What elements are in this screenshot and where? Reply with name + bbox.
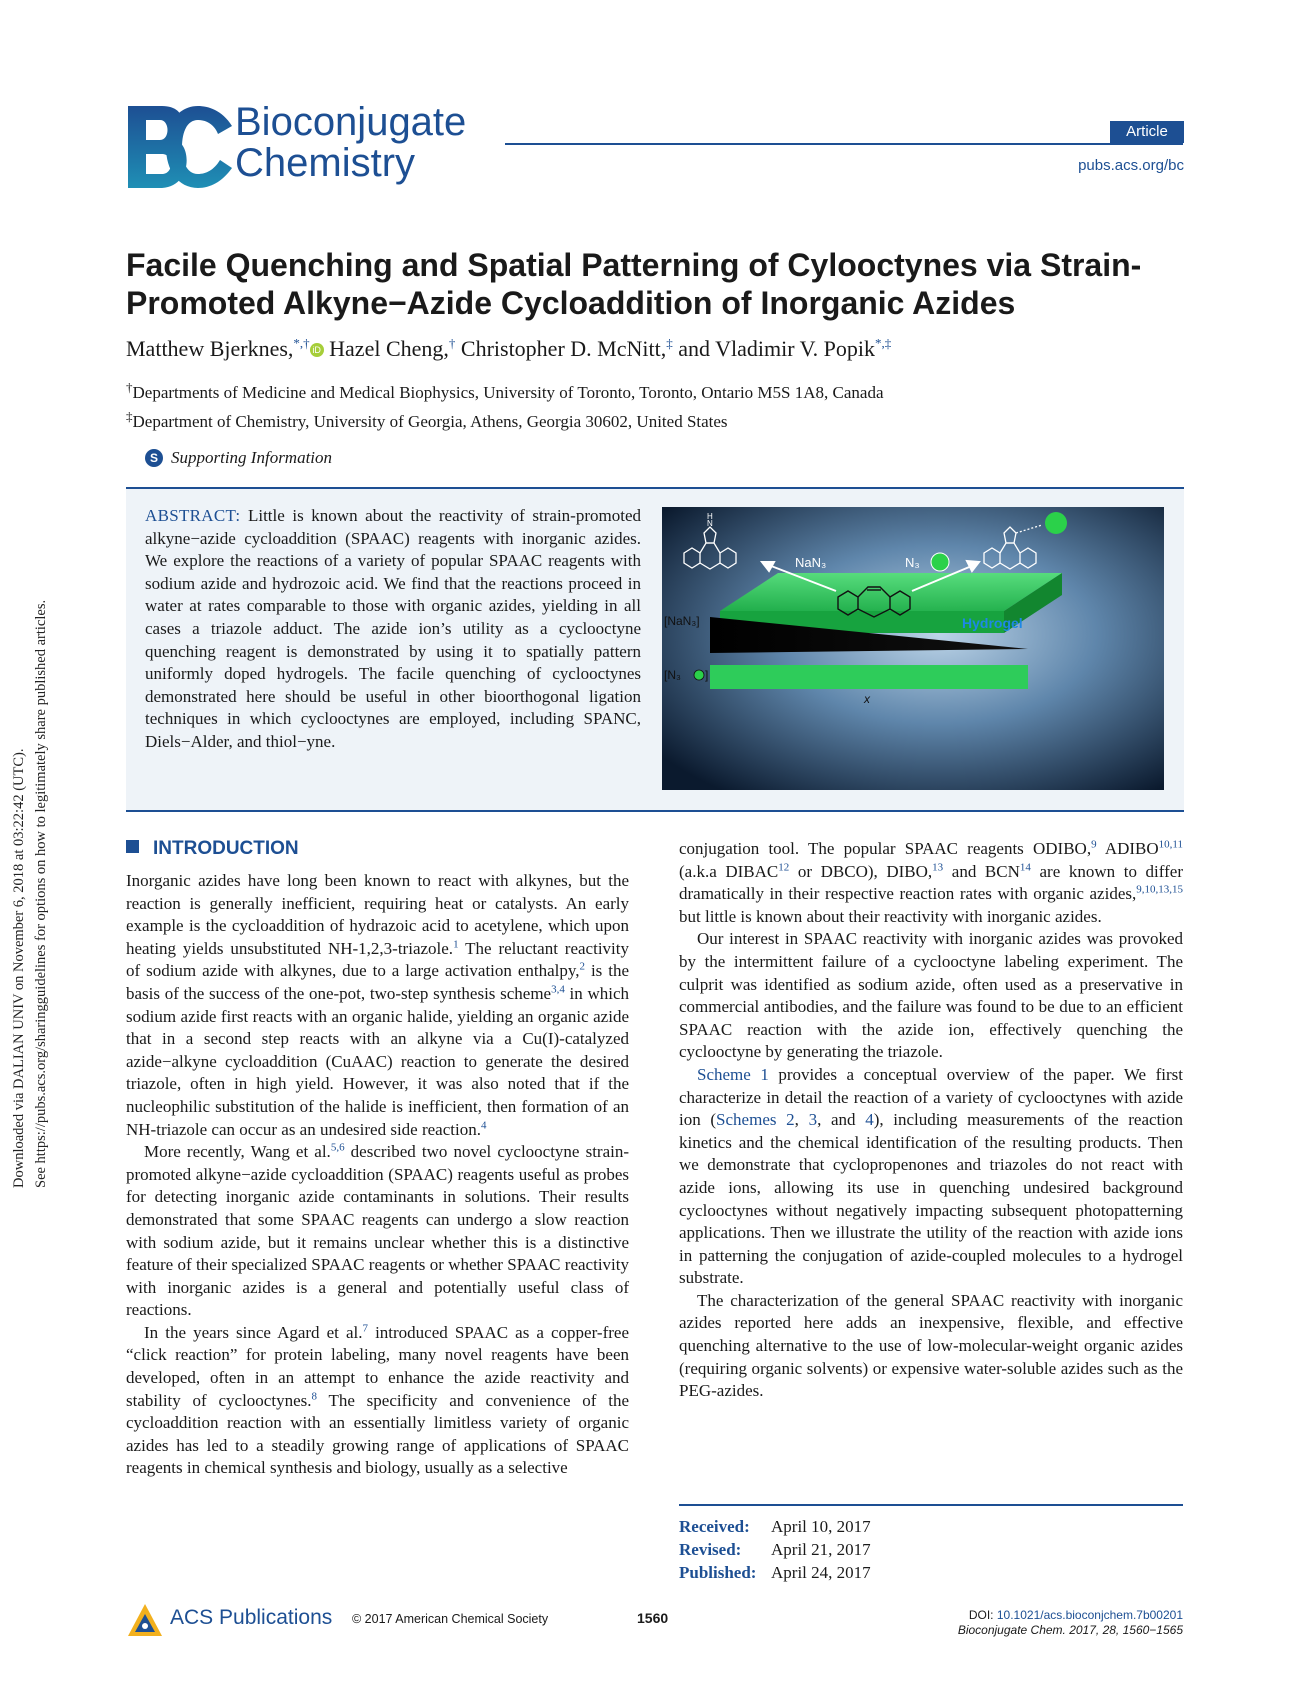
fluorophore-dot (931, 553, 949, 571)
text-run: The specificity and convenience of the cycloaddition reaction with an essentially limitless variety of organic azides has led to a steadily growing range of applications of SPAAC reagents in chemical synthesis and biology, usually as a selective (126, 1390, 629, 1478)
orcid-icon[interactable]: iD (310, 343, 324, 357)
x-axis-label: x (864, 692, 870, 706)
paragraph: Our interest in SPAAC reactivity with inorganic azides was provoked by the intermittent failure of a cyclooctyne labeling experiment. The culprit was identified as sodium azide, often used as a preservative in commercial antibodies, and the failure was found to be due to an efficient SPAAC reaction with the azide ion, effectively quenching the cyclooctyne by generating the triazole. (679, 929, 1183, 1062)
n3-label: N₃ (905, 555, 920, 570)
reference-link[interactable]: 5,6 (330, 1141, 345, 1154)
conjugated-fluorophore-dot (1045, 512, 1067, 534)
nan3-concentration-label: [NaN₃] (664, 614, 700, 628)
affiliation-text: Departments of Medicine and Medical Biophysics, University of Toronto, Toronto, Ontario M5S 1A8, Canada (132, 383, 884, 402)
paragraph (126, 870, 629, 1141)
text-run: The reluctant reactivity of sodium azide with alkynes, due to a large activation enthalpy, (126, 938, 629, 981)
abstract-label: ABSTRACT: (145, 506, 241, 525)
publication-dates (679, 1515, 871, 1584)
text-run: in which sodium azide first reacts with an organic halide, yielding an organic azide that in a second step reacts with an alkyne via a Cu(I)-catalyzed azide−alkyne cycloaddition (CuAAC) reaction to generate the desired triazole, often in high yield. However, it was also noted that if the nucleophilic substitution of the halide is inefficient, then formation of an NH-triazole can occur as an undesired side reaction. (126, 983, 629, 1139)
paragraph: The characterization of the general SPAAC reactivity with inorganic azides reported here adds an inexpensive, flexible, and effective quenching alternative to the use of low-molecular-weight organic azides (requiring organic solvents) or expensive water-soluble azides such as the PEG-azides. (679, 1290, 1183, 1401)
date-row-published (679, 1561, 871, 1584)
download-note-line1: Downloaded via DALIAN UNIV on November 6, 2018 at 03:22:42 (UTC). (11, 748, 27, 1188)
journal-name-line2: Chemistry (235, 141, 416, 185)
date-value: April 10, 2017 (771, 1517, 871, 1536)
left-column (126, 870, 629, 1480)
author-name[interactable]: Christopher D. McNitt, (460, 336, 667, 361)
n3-legend-dot (694, 670, 704, 680)
reference-link[interactable]: 4 (480, 1118, 487, 1131)
abstract-body: Little is known about the reactivity of strain-promoted alkyne−azide cycloaddition (SPAAC) reagents with inorganic azides. We explore the reactions of a variety of popular SPAAC reagents with sodium azide and hydrozoic acid. We find that the reactions proceed in water at rates comparable to those with organic azides, yielding in all cases a triazole adduct. The azide ion’s utility as a cyclooctyne quenching reagent is demonstrated by using it to spatially pattern uniformly doped hydrogels. The facile quenching of cyclooctynes demonstrated here should be useful in other bioorthogonal ligation techniques in which cyclooctynes are employed, including SPANC, Diels−Alder, and thiol−yne. (145, 506, 641, 751)
doi-label: DOI: (968, 1608, 997, 1622)
reference-link[interactable]: 3,4 (551, 983, 565, 996)
text-run: (a.k.a DIBAC (679, 861, 779, 881)
text-run: but little is known about their reactivity with inorganic azides. (679, 906, 1102, 926)
text-run: conjugation tool. The popular SPAAC reagents ODIBO, (679, 839, 1092, 858)
text-run: Inorganic azides have long been known to react with alkynes, but the reaction is generally inefficient, requiring heat or catalysts. An early example is the cycloaddition of hydrazoic acid to acetylene, which upon heating yields unsubstituted NH-1,2,3-triazole. (126, 871, 629, 958)
publisher-name: ACS Publications (170, 1606, 333, 1629)
text-run: , (794, 1110, 809, 1130)
download-note-line2: See https://pubs.acs.org/sharingguidelines for options on how to legitimately share published articles. (33, 599, 49, 1188)
author-list (126, 335, 891, 363)
author-mark: ‡ (666, 335, 673, 351)
reference-link[interactable]: 7 (362, 1322, 368, 1335)
date-label: Published: (679, 1563, 757, 1582)
affiliation-mark: ‡ (126, 408, 133, 424)
text-run: ADIBO (1096, 839, 1159, 858)
text-run: are known to differ dramatically in their respective reaction rates with organic azides, (679, 861, 1183, 904)
author-name[interactable]: Matthew Bjerknes, (126, 336, 294, 361)
abstract (145, 505, 641, 754)
text-run: , and (817, 1110, 866, 1130)
affiliation-text: Department of Chemistry, University of Georgia, Athens, Georgia 30602, United States (132, 412, 728, 431)
affiliation-2 (126, 408, 728, 433)
triazole-n-label: N (707, 519, 713, 528)
article-type-badge: Article (1110, 121, 1184, 143)
date-row-revised (679, 1538, 871, 1561)
section-square-icon (126, 840, 139, 853)
download-note (8, 468, 52, 1188)
hydrogel-label: Hydrogel (962, 615, 1023, 631)
section-heading-label: INTRODUCTION (153, 838, 299, 859)
reference-link[interactable]: 14 (1019, 860, 1031, 873)
paragraph (679, 1064, 1183, 1290)
acs-logo-icon (126, 1602, 164, 1640)
date-value: April 21, 2017 (771, 1540, 871, 1559)
author-mark: *,† (293, 335, 310, 351)
supporting-information-link[interactable] (145, 447, 332, 469)
journal-logo-icon (126, 104, 234, 190)
text-run: introduced SPAAC as a copper-free “click reaction” for protein labeling, many novel reagents have been developed, often in an attempt to enhance the azide reactivity and stability of cyclooctynes. (126, 1322, 629, 1410)
copyright: © 2017 American Chemical Society (352, 1612, 549, 1626)
scheme-link[interactable]: 3 (808, 1110, 818, 1130)
reference-link[interactable]: 9,10,13,15 (1136, 883, 1183, 896)
date-row-received (679, 1515, 871, 1538)
date-value: April 24, 2017 (771, 1563, 871, 1582)
paragraph (126, 1322, 629, 1480)
triazole-h-label: H (707, 512, 713, 521)
date-label: Received: (679, 1517, 750, 1536)
hydrogel-slab-top (720, 573, 1062, 611)
affiliation-1 (126, 379, 884, 404)
text-run: and BCN (943, 861, 1020, 881)
text-run: is the basis of the success of the one-pot, two-step synthesis scheme (126, 961, 629, 1003)
n3-concentration-label: [N₃ (664, 668, 681, 682)
text-run: described two novel cyclooctyne strain-promoted alkyne−azide cycloaddition (SPAAC) reagents useful as probes for detecting inorganic azide contaminants in solutions. Their results demonstrated that some SPAAC reagents can undergo a slow reaction with sodium azide, but it remains unclear whether this is a distinctive feature of their specialized SPAAC reagents or whether SPAAC reactivity with inorganic azides is a general and potentially useful class of reactions. (126, 1142, 630, 1320)
doi-block (883, 1608, 1183, 1638)
nan3-label: NaN₃ (795, 555, 827, 570)
reference-link[interactable]: 2 (579, 960, 586, 973)
article-title: Facile Quenching and Spatial Patterning of Cylooctynes via Strain-Promoted Alkyne−Azide Cycloaddition of Inorganic Azides (126, 247, 1142, 321)
text-run: ), including measurements of the reaction kinetics and the chemical identification of the resulting products. Then we demonstrate that cyclopropenones and triazoles do not react with azide ions, allowing its use in quenching undesired background cyclooctynes without negatively impacting subsequent photopatterning applications. Then we illustrate the utility of the reaction with azide ions in patterning the conjugation of azide-coupled molecules to a hydrogel substrate. (679, 1110, 1184, 1288)
date-label: Revised: (679, 1540, 742, 1559)
text-run: provides a conceptual overview of the paper. We first characterize in detail the reaction of a variety of cyclooctynes with azide ion ( (679, 1064, 1183, 1130)
journal-name-line1: Bioconjugate (235, 100, 467, 144)
author-mark: † (448, 335, 456, 351)
author-name[interactable]: Hazel Cheng, (329, 336, 449, 361)
text-run: In the years since Agard et al. (144, 1322, 363, 1342)
scheme-link[interactable]: Schemes 2 (716, 1110, 795, 1130)
author-mark: *,‡ (875, 335, 892, 351)
doi-link[interactable]: 10.1021/acs.bioconjchem.7b00201 (996, 1608, 1183, 1622)
doi-line (883, 1608, 1183, 1623)
n3-uniform-band (710, 665, 1028, 689)
supporting-info-icon: S (145, 449, 163, 467)
n3-concentration-close: ] (705, 668, 709, 682)
scheme-link[interactable]: 4 (865, 1110, 874, 1130)
scheme-link[interactable]: Scheme 1 (697, 1064, 769, 1084)
journal-url-link[interactable]: pubs.acs.org/bc (1078, 157, 1184, 174)
journal-name (235, 102, 466, 184)
toc-graphic (662, 507, 1164, 790)
reference-link[interactable]: 8 (311, 1390, 317, 1402)
supporting-info-label: Supporting Information (171, 448, 333, 467)
reference-link[interactable]: 12 (778, 860, 790, 873)
paragraph (679, 838, 1183, 928)
paragraph (126, 1141, 629, 1322)
text-run: More recently, Wang et al. (144, 1142, 331, 1162)
text-run: or DBCO), DIBO, (789, 861, 933, 881)
reference-link[interactable]: 9 (1091, 838, 1097, 851)
citation-line: Bioconjugate Chem. 2017, 28, 1560−1565 (957, 1623, 1183, 1637)
reference-link[interactable]: 13 (932, 860, 944, 873)
reference-link[interactable]: 10,11 (1158, 838, 1183, 851)
author-name[interactable]: and Vladimir V. Popik (678, 336, 876, 361)
header-rule (505, 143, 1183, 145)
section-heading-introduction (126, 838, 299, 860)
affiliation-mark: † (126, 379, 133, 395)
reference-link[interactable]: 1 (453, 938, 459, 951)
right-column (679, 838, 1183, 1403)
page-number: 1560 (637, 1610, 669, 1626)
dates-rule (679, 1504, 1183, 1506)
